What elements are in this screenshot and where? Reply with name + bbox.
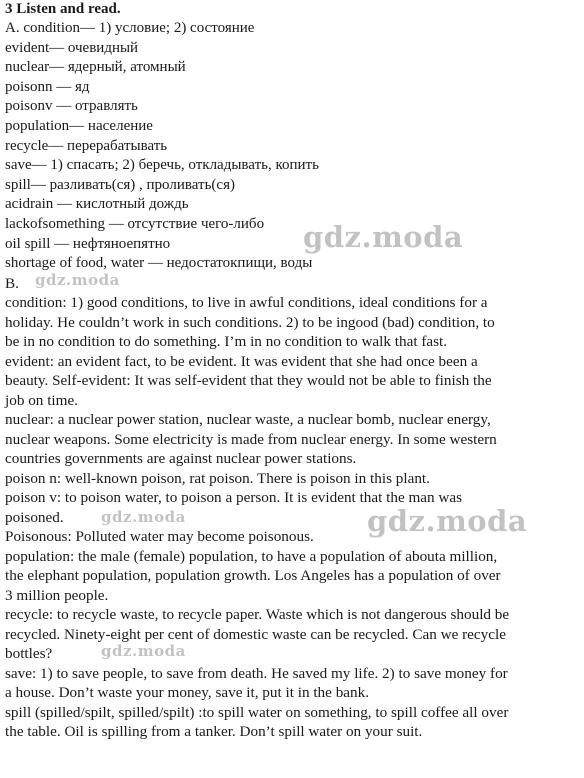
vocab-line: save— 1) спасать; 2) беречь, откладывать, копить bbox=[5, 157, 319, 174]
vocab-line: A. condition— 1) условие; 2) состояние bbox=[5, 20, 255, 36]
body-line: countries governments are against nuclear power stations. bbox=[5, 450, 357, 468]
vocab-line: poisonn — яд bbox=[5, 78, 90, 95]
vocab-line: shortage of food, water — недостатокпищи, воды bbox=[5, 255, 313, 272]
body-line: the table. Oil is spilling from a tanker. Don’t spill water on your suit. bbox=[5, 723, 423, 741]
watermark-logo: gdz.moda bbox=[367, 504, 528, 538]
watermark-logo: gdz.moda bbox=[101, 642, 186, 660]
vocab-line: spill— разливать(ся) , проливать(ся) bbox=[5, 176, 235, 193]
body-line: recycle: to recycle waste, to recycle paper. Waste which is not dangerous should be bbox=[5, 606, 510, 624]
body-line: population: the male (female) population, to have a population of abouta million, bbox=[5, 547, 498, 565]
body-line: beauty. Self-evident: It was self-evident that they would not be able to finish the bbox=[5, 372, 492, 390]
body-line: job on time. bbox=[5, 391, 78, 409]
vocab-line: poisonv — отравлять bbox=[5, 98, 138, 115]
body-line: evident: an evident fact, to be evident. It was evident that she had once been a bbox=[5, 352, 478, 370]
body-line: the elephant population, population growth. Los Angeles has a population of over bbox=[5, 567, 501, 585]
vocab-line: population— население bbox=[5, 117, 153, 134]
watermark-logo: gdz.moda bbox=[101, 508, 186, 526]
body-line: B. bbox=[5, 274, 19, 292]
watermark-logo: gdz.moda bbox=[35, 271, 120, 289]
vocab-line: recycle— перерабатывать bbox=[5, 137, 168, 154]
body-line: bottles? bbox=[5, 645, 53, 663]
exercise-heading: 3 Listen and read. bbox=[5, 1, 121, 17]
watermark-logo: gdz.moda bbox=[303, 220, 464, 254]
vocab-line: lackofsomething — отсутствие чего-либо bbox=[5, 215, 265, 232]
body-line: a house. Don’t waste your money, save it, put it in the bank. bbox=[5, 684, 370, 702]
body-line: save: 1) to save people, to save from death. He saved my life. 2) to save money for bbox=[5, 664, 508, 682]
vocab-line: evident— очевидный bbox=[5, 39, 139, 56]
body-line: recycled. Ninety-eight per cent of domestic waste can be recycled. Can we recycle bbox=[5, 625, 506, 643]
vocab-line: acidrain — кислотный дождь bbox=[5, 196, 189, 213]
body-line: poison v: to poison water, to poison a person. It is evident that the man was bbox=[5, 489, 463, 507]
document-page bbox=[5, 0, 581, 742]
body-line: 3 million people. bbox=[5, 586, 109, 604]
vocabulary-section-a bbox=[5, 19, 581, 274]
body-line: spill (spilled/spilt, spilled/spilt) :to spill water on something, to spill coffee all over bbox=[5, 703, 509, 721]
body-line: nuclear: a nuclear power station, nuclear waste, a nuclear bomb, nuclear energy, bbox=[5, 411, 491, 429]
body-line: poison n: well-known poison, rat poison. There is poison in this plant. bbox=[5, 469, 430, 487]
body-line: poisoned. bbox=[5, 508, 64, 526]
body-line: condition: 1) good conditions, to live in awful conditions, ideal conditions for a bbox=[5, 294, 488, 312]
body-line: Poisonous: Polluted water may become poisonous. bbox=[5, 528, 314, 546]
body-line: nuclear weapons. Some electricity is made from nuclear energy. In some western bbox=[5, 430, 497, 448]
body-line: be in no condition to do something. I’m in no condition to walk that fast. bbox=[5, 333, 448, 351]
body-line: holiday. He couldn’t work in such conditions. 2) to be ingood (bad) condition, to bbox=[5, 313, 495, 331]
vocab-line: nuclear— ядерный, атомный bbox=[5, 59, 186, 76]
vocab-line: oil spill — нефтяноепятно bbox=[5, 235, 171, 252]
